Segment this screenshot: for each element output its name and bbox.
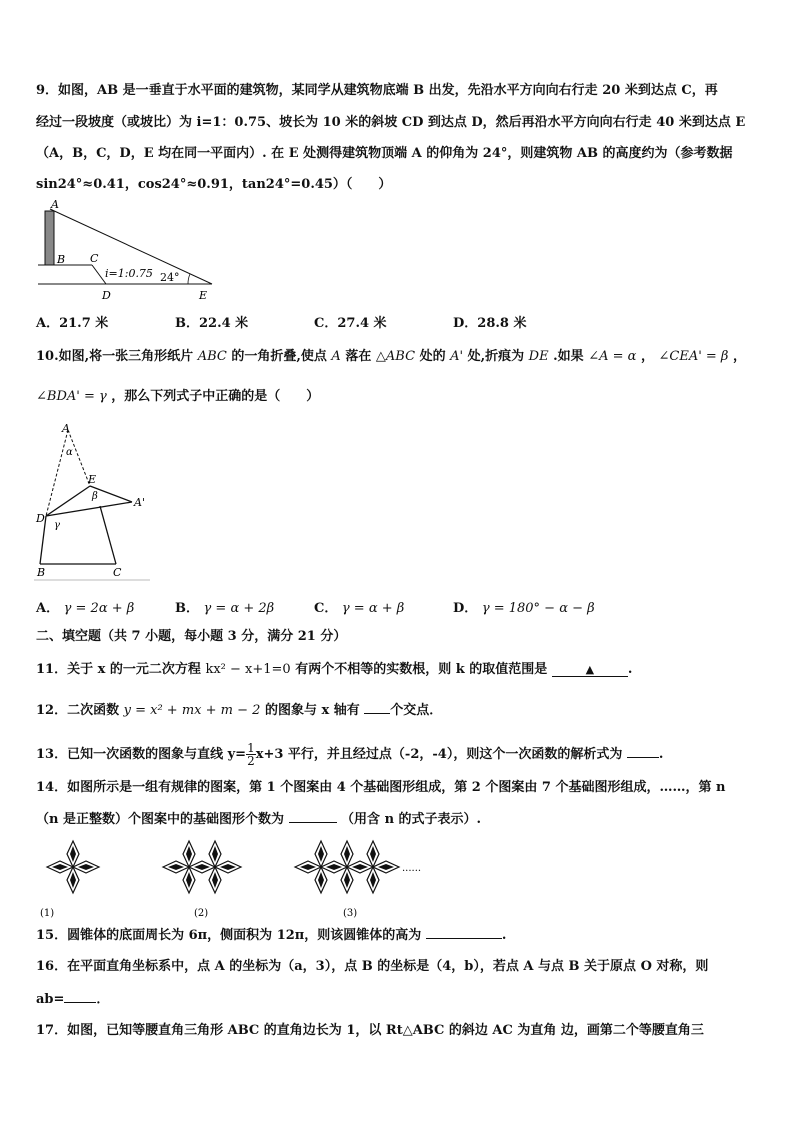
q10-math-abc: ABC xyxy=(197,349,227,364)
q11-text-post: 有两个不相等的实数根，则 k 的取值范围是 xyxy=(295,662,548,677)
option-letter: B． xyxy=(175,601,199,616)
pattern-label-3: (3) xyxy=(343,908,358,919)
q11-answer-blank[interactable] xyxy=(552,664,628,677)
q13-text: 13．已知一次函数的图象与直线 y= xyxy=(36,747,247,762)
label-c: C xyxy=(90,252,99,265)
q13-fraction xyxy=(246,742,256,767)
q10-text-e: 落在 xyxy=(345,349,372,364)
q16-answer-blank[interactable] xyxy=(64,990,96,1003)
label-b: B xyxy=(57,253,66,266)
q10-text-o: ， xyxy=(732,349,746,364)
q10-option-a[interactable] xyxy=(36,597,134,616)
q15-end: . xyxy=(501,928,507,943)
q11-end: . xyxy=(627,662,633,677)
q10-option-d[interactable] xyxy=(453,597,595,616)
q10-text-k: .如果 xyxy=(553,349,584,364)
q12-text: 12．二次函数 xyxy=(36,703,120,718)
pattern-ellipsis: ...... xyxy=(402,863,422,874)
q16-line1: 16．在平面直角坐标系中，点 A 的坐标为（a，3），点 B 的坐标是（4，b），若点 A 与点 B 关于原点 O 对称，则 xyxy=(36,959,709,974)
q10-option-c[interactable] xyxy=(314,597,404,616)
option-formula: γ = 2α + β xyxy=(63,601,135,616)
label-angle: 24° xyxy=(160,271,180,284)
q14-text: （n 是正整数）个图案中的基础图形个数为 xyxy=(36,812,284,827)
label-alpha: α xyxy=(66,447,73,458)
q10-math-a: A xyxy=(331,349,341,364)
pattern-1 xyxy=(47,841,99,893)
q12-end: 个交点． xyxy=(390,703,443,718)
q14-figure xyxy=(36,838,436,920)
label-a-prime: A' xyxy=(134,496,145,509)
q10-option-b[interactable] xyxy=(175,597,274,616)
q10-text-g: 处的 xyxy=(419,349,446,364)
label-d: D xyxy=(36,512,45,525)
option-formula: γ = 180° − α − β xyxy=(481,601,595,616)
q14-line2 xyxy=(36,810,481,829)
q11 xyxy=(36,661,632,679)
q15 xyxy=(36,926,506,945)
q11-equation: kx² − x+1=0 xyxy=(205,662,291,677)
fraction-denominator: 2 xyxy=(247,754,255,768)
q15-answer-blank[interactable] xyxy=(426,926,502,939)
q14-text-post: （用含 n 的式子表示）. xyxy=(341,812,482,827)
q10-text-c: 的一角折叠,使点 xyxy=(231,349,327,364)
label-a: A xyxy=(51,198,59,211)
label-e: E xyxy=(199,289,208,302)
q10-math-angle-bda: ∠BDA' = γ xyxy=(36,389,107,404)
label-slope: i=1:0.75 xyxy=(105,267,153,280)
q9-line3: （A，B，C，D，E 均在同一平面内）. 在 E 处测得建筑物顶端 A 的仰角为 24°，则建筑物 AB 的高度约为（参考数据 xyxy=(36,146,733,161)
section-heading: 二、填空题（共 7 小题，每小题 3 分，满分 21 分） xyxy=(36,629,347,644)
q10-math-de: DE xyxy=(528,349,549,364)
q12-equation: y = x² + mx + m − 2 xyxy=(123,703,261,718)
label-beta: β xyxy=(92,491,98,502)
option-formula: γ = α + β xyxy=(341,601,405,616)
q10-text-question: ，那么下列式子中正确的是（ ） xyxy=(111,389,320,404)
fraction-numerator: 1 xyxy=(247,741,255,755)
q13-end: . xyxy=(658,747,664,762)
q12 xyxy=(36,701,442,720)
q9-option-b[interactable]: B．22.4 米 xyxy=(175,316,249,331)
label-c: C xyxy=(113,566,122,579)
label-a: A xyxy=(62,422,70,435)
q15-text: 15．圆锥体的底面周长为 6π，侧面积为 12π，则该圆锥体的高为 xyxy=(36,928,422,943)
label-gamma: γ xyxy=(54,520,60,531)
q11-text: 11．关于 x 的一元二次方程 xyxy=(36,662,201,677)
option-formula: γ = α + 2β xyxy=(203,601,275,616)
q10-math-angle-a: ∠A = α xyxy=(588,349,637,364)
q9-option-a[interactable]: A．21.7 米 xyxy=(36,316,109,331)
q16-line2 xyxy=(36,990,109,1009)
q10-math-a-prime: A' xyxy=(450,349,464,364)
q9-line2: 经过一段坡度（或坡比）为 i=1：0.75、坡长为 10 米的斜坡 CD 到达点 D，然后再沿水平方向向右行走 40 米到达点 E xyxy=(36,115,746,130)
q9-line1: 9．如图，AB 是一垂直于水平面的建筑物，某同学从建筑物底端 B 出发，先沿水平方向向右行走 20 米到达点 C，再 xyxy=(36,83,718,98)
label-e: E xyxy=(88,473,97,486)
option-letter: C． xyxy=(314,601,338,616)
pattern-label-2: (2) xyxy=(194,908,209,919)
q14-line1: 14．如图所示是一组有规律的图案，第 1 个图案由 4 个基础图形组成，第 2 个图案由 7 个基础图形组成，……，第 n xyxy=(36,780,726,795)
q16-end: ． xyxy=(96,992,110,1007)
label-b: B xyxy=(37,566,46,579)
pattern-3 xyxy=(295,841,399,893)
q17-line1: 17．如图，已知等腰直角三角形 ABC 的直角边长为 1，以 Rt△ABC 的斜边 AC 为直角 边，画第二个等腰直角三 xyxy=(36,1023,704,1038)
q12-answer-blank[interactable] xyxy=(364,701,390,714)
q10-math-angle-cea: ∠CEA' = β xyxy=(658,349,729,364)
triangle-icon: ▲ xyxy=(585,663,595,676)
q10-line2 xyxy=(36,388,319,406)
q10-math-triangle: △ABC xyxy=(375,349,416,364)
option-letter: A． xyxy=(36,601,60,616)
pattern-label-1: (1) xyxy=(40,908,55,919)
q10-figure xyxy=(34,420,154,582)
q13-text-post: x+3 平行，并且经过点（-2，-4），则这个一次函数的解析式为 xyxy=(255,747,623,762)
option-letter: D． xyxy=(453,601,478,616)
q10-line1 xyxy=(36,348,746,366)
q9-figure xyxy=(36,195,221,305)
building-ab xyxy=(45,211,54,265)
label-d: D xyxy=(102,289,111,302)
q10-text-i: 处,折痕为 xyxy=(467,349,525,364)
q13 xyxy=(36,742,663,767)
q14-answer-blank[interactable] xyxy=(289,810,337,823)
q13-answer-blank[interactable] xyxy=(627,745,659,758)
q12-text-post: 的图象与 x 轴有 xyxy=(264,703,360,718)
q10-text-a: 10.如图,将一张三角形纸片 xyxy=(36,349,194,364)
pattern-2 xyxy=(163,841,241,893)
q9-option-d[interactable]: D．28.8 米 xyxy=(453,316,527,331)
q9-line4: sin24°≈0.41，cos24°≈0.91，tan24°=0.45）（ ） xyxy=(36,177,392,192)
q16-text: ab= xyxy=(36,992,65,1007)
q10-text-m: ， xyxy=(640,349,654,364)
q9-option-c[interactable]: C．27.4 米 xyxy=(314,316,387,331)
